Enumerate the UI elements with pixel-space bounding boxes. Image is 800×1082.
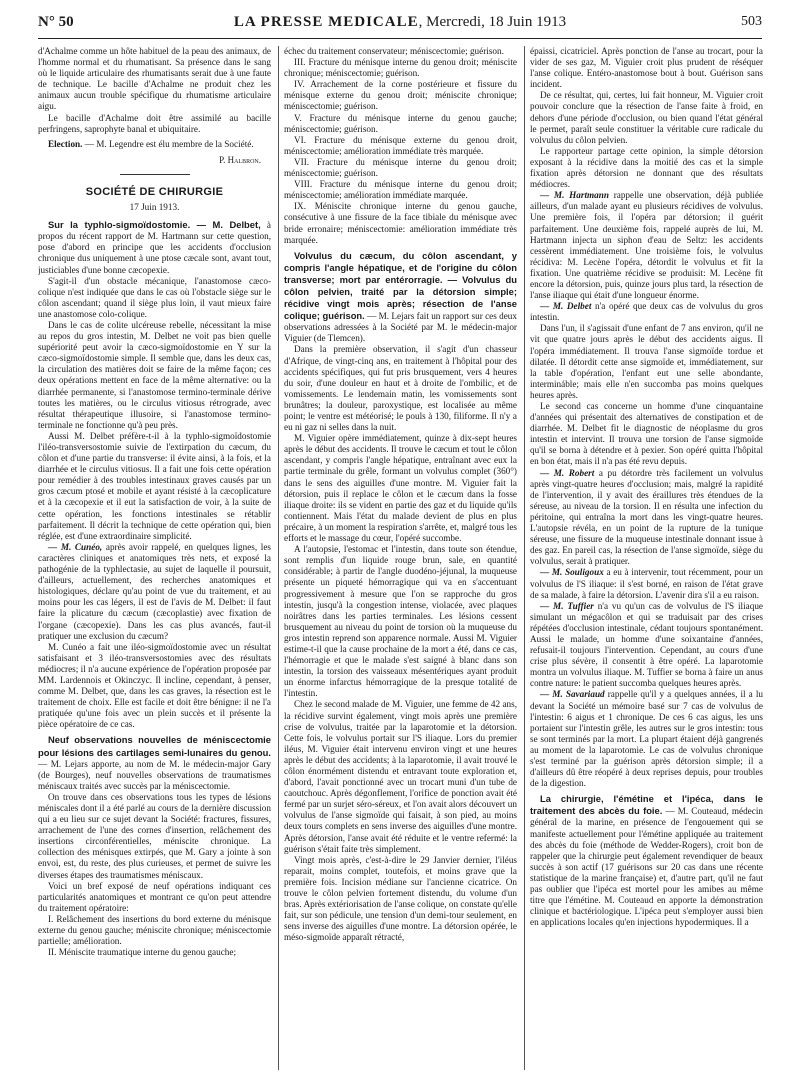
article-heading: Neuf observations nouvelles de méniscectomie pour lésions des cartilages semi-lunaires du genou.: [38, 734, 271, 758]
author-signature: P. Halbron.: [219, 154, 261, 165]
speaker-paragraph: [530, 190, 763, 301]
article-paragraph: [530, 793, 763, 928]
paragraph: Vingt mois après, c'est-à-dire le 29 Janvier dernier, l'iléus reparait, moins complet, toutefois, et moins grave que la première fois. Incision médiane sur l'ancienne cicatrice. On trouve le côlon pelvien fortement distendu, du volume d'un bras. Après extériorisation de l'anse colique, on constate qu'elle fait, sur son pédicule, une tension d'un demi-tour seulement, en sens inverse des aiguilles d'une montre. La détorsion opérée, le méso-sigmoïde apparaît rétracté,: [284, 854, 517, 943]
speaker-paragraph: [530, 468, 763, 568]
journal-name: LA PRESSE MEDICALE: [233, 14, 419, 30]
list-item: VII. Fracture du ménisque interne du genou droit; méniscectomie; guérison.: [284, 156, 517, 179]
page-header: [38, 8, 762, 39]
column-2: [284, 46, 517, 1076]
issue-date: , Mercredi, 18 Juin 1913: [418, 14, 567, 30]
paragraph: Dans l'un, il s'agissait d'une enfant de 7 ans environ, qu'il ne vit que quatre jours après le début des accidents aigus. Il l'opéra immédiatement. Il trouva l'anse sigmoïde tordue et dilatée. Il détordit cette anse sigmoïde et, immédiatement, sur la table d'opération, l'enfant eut une selle abondante, intermináble; mais elle n'en succomba pas moins quelques heures après.: [530, 323, 763, 400]
speaker-name: — M. Cunéo,: [48, 541, 103, 552]
speaker-name: — M. Savariaud: [540, 689, 605, 700]
list-item: VI. Fracture du ménisque externe du genou droit, méniscectomie; amélioration immédiate très marquée.: [284, 134, 517, 156]
article-text: à propos du récent rapport de M. Hartmann sur cette question, pose d'abord en principe que les accidents d'occlusion chronique dus uniquement à une ptose cæcale sont, avant tout, justiciables d'une bonne cæcopexie.: [38, 220, 271, 275]
speaker-name: — M. Hartmann: [540, 190, 609, 201]
paragraph: On trouve dans ces observations tous les types de lésions méniscales dont il a été parlé au cours de la dernière discussion qui a eu lieu sur ce sujet devant la Société: fractures, fissures, arrachement de l'une des cornes d'insertion, relâchement des insertions circonférentielles, méniscite chronique. La collection des ménisques extirpés, que M. Gary a jointe à son envoi, est, du reste, des plus curieuses, et permet de suivre les diverses étapes des traumatismes méniscaux.: [38, 791, 271, 880]
paragraph: Le second cas concerne un homme d'une cinquantaine d'années qui présentait des alternatives de constipation et de diarrhée. M. Delbet fit le diagnostic de néoplasme du gros intestin et intervint. Il trouva une torsion de l'anse sigmoïde qu'il se borna à détendre et à pexier. Son opéré quitta l'hôpital en bon état, mais il n'a pas été revu depuis.: [530, 401, 763, 467]
column-1: [38, 46, 271, 1076]
paragraph: De ce résultat, qui, certes, lui fait honneur, M. Viguier croit pouvoir conclure que la résection de l'anse faite à froid, en dehors d'une période d'occlusion, ou bien quand l'état général le permet, paraît seule constituer la véritable cure radicale du volvulus du côlon pelvien.: [530, 90, 763, 145]
speaker-paragraph: [530, 601, 763, 690]
column-rule: [524, 46, 525, 1070]
paragraph: Le rapporteur partage cette opinion, la simple détorsion exposant à la récidive dans la moitié des cas et la simple fixation après détorsion ne donnant que des résultats médiocres.: [530, 145, 763, 190]
article-paragraph: [284, 250, 517, 345]
paragraph: S'agit-il d'un obstacle mécanique, l'anastomose cæco-colique n'est indiquée que dans le cas où l'obstacle siège sur le côlon ascendant; quand il siège plus loin, il vaut mieux faire une anastomose colo-colique.: [38, 275, 271, 319]
paragraph-text: rappelle qu'il y a quelques années, il a lu devant la Société un mémoire basé sur 7 cas de volvulus de l'intestin: 6 aigus et 1 chronique. De ces 6 cas aigus, les uns portaient sur l'intestin grêle, les autres sur le gros intestin: tous se sont terminés par la mort. La plupart étaient déjà gangrenés au moment de la laparotomie. Le cas de volvulus chronique s'est terminé par la guérison après détorsion simple; il a d'ailleurs dû être réopéré à deux reprises depuis, pour troubles de la digestion.: [530, 689, 763, 789]
paragraph: Aussi M. Delbet préfère-t-il à la typhlo-sigmoïdostomie l'iléo-transversostomie suivie de l'extirpation du cæcum, du côlon et d'une partie du transverse: il évite ainsi, à la fois, et la diarrhée et le circulus vitiosus. Il a fait une fois cette opération pour remédier à des troubles intestinaux graves causés par un gros cæcum ptosé et mobile et ayant résisté à la cæcoplicature et à la cæcopexie et il eut la satisfaction de voir, à la suite de cette opération, les fonctions intestinales se rétablir parfaitement. Il décrit la technique de cette opération qui, bien réglée, est d'une extraordinaire simplicité.: [38, 430, 271, 541]
paragraph: A l'autopsie, l'estomac et l'intestin, dans toute son étendue, sont remplis d'un liquide rouge brun, sale, en quantité considérable; à partir de l'angle duodéno-jéjunal, la muqueuse présente un piqueté hémorragique qui va en s'accentuant progressivement à mesure que l'on se rapproche du gros intestin, jusqu'à la congestion intense, violacée, avec plaques noirâtres dans les parties terminales. Les lésions cessent brusquement au niveau du point de torsion où la muqueuse du gros intestin reprend son apparence normale. Aussi M. Viguier estime-t-il que la cause prochaine de la mort a été, dans ce cas, l'hémorragie et que le malade s'est saigné à blanc dans son intestin, la torsion des vaisseaux mésentériques ayant produit un énorme infarctus hémorragique de la presque totalité de l'intestin.: [284, 544, 517, 699]
election-label: Election.: [48, 138, 83, 149]
article-text: — M. Couteaud, médecin général de la marine, en présence de l'engouement qui se manifeste actuellement pour l'émétine appliquée au traitement des abcès du foie (méthode de Wedder-Rogers), croit bon de rappeler que la chirurgie peut également revendiquer de beaux succès à son actif (17 guérisons sur 20 cas dans une récente statistique de la marine française) et, d'autre part, qu'il ne faut pas oublier que l'ipéca est mortel pour les amibes au même titre que l'émétine. M. Couteaud en apporte la démonstration clinique et bactériologique. L'ipéca peut s'employer aussi bien en applications locales qu'en injections hypodermiques. Il a: [530, 806, 763, 928]
list-item: VIII. Fracture du ménisque interne du genou droit; méniscectomie; amélioration immédiate marquée.: [284, 179, 517, 201]
list-item: IV. Arrachement de la corne postérieure et fissure du ménisque externe du genou droit; méniscite chronique; méniscectomie; guérison.: [284, 79, 517, 112]
paragraph-text: n'a opéré que deux cas de volvulus du gros intestin.: [530, 301, 763, 323]
paragraph: épaissi, cicatriciel. Après ponction de l'anse au trocart, pour la vider de ses gaz, M. Viguier croit plus prudent de réséquer l'anse colique. Entéro-anastomose bout à bout. Guérison sans incident.: [530, 46, 763, 90]
paragraph-text: rappelle une observation, déjà publiée ailleurs, d'un malade ayant eu plusieurs récidives de volvulus. Une première fois, il l'opéra par détorsion; il guérit parfaitement. Une deuxième fois, rappelé auprès de lui, M. Hartmann injecta un siphon d'eau de Seltz: les accidents cessèrent immédiatement. Une troisième fois, le volvulus récidiva: M. Lecène l'opéra, détordit le volvulus et fit la fixation. Une quatrième récidive se produisit: M. Lecène fit encore la détorsion, puis, quinze jours plus tard, la résection de l'anse iliaque qui était d'une longueur énorme.: [530, 190, 763, 301]
section-date: 17 Juin 1913.: [129, 202, 180, 213]
speaker-name: — M. Tuffier: [540, 600, 594, 611]
column-3: [530, 46, 763, 1076]
list-item: échec du traitement conservateur; méniscectomie; guérison.: [284, 46, 504, 56]
speaker-paragraph: [38, 542, 271, 642]
article-text: — M. Lejars apporte, au nom de M. le médecin-major Gary (de Bourges), neuf nouvelles observations de traumatismes méniscaux traités avec succès par la méniscectomie.: [38, 758, 271, 791]
paragraph: Dans la première observation, il s'agit d'un chasseur d'Afrique, de vingt-cinq ans, en traitement à l'hôpital pour des accidents spécifiques, qui fut pris brusquement, vers 4 heures du soir, d'une douleur en haut et à droite de l'ombilic, et de vomissements. Le lendemain matin, les vomissements sont brunâtres; la douleur, paroxystique, est localisée au même point; le ventre est météorisé; le pouls à 130, filiforme. Il n'y a eu ni gaz ni selles dans la nuit.: [284, 344, 517, 433]
paragraph: Chez le second malade de M. Viguier, une femme de 42 ans, la récidive survint également, vingt mois après une première crise de volvulus, traitée par la laparotomie et la détorsion. Cette fois, le volvulus portait sur l'S iliaque. Lors du premier iléus, M. Viguier était intervenu environ vingt et une heures après le début des accidents; à la laparotomie, il avait trouvé le côlon énormément distendu et entravant toute exploration et, d'abord, l'avait ponctionné avec un trocart muni d'un tube de caoutchouc. Après dégonflement, l'orifice de ponction avait été fermé par un surjet séro-séreux, et l'on avait alors découvert un volvulus de l'anse sigmoïde qui faisait, à son pied, au moins deux tours complets en sens inverse des aiguilles d'une montre. Après détorsion, l'anse avait été réduite et le ventre refermé: la guérison s'était faite très simplement.: [284, 699, 517, 854]
election-notice: [38, 139, 271, 150]
paragraph: M. Viguier opère immédiatement, quinze à dix-sept heures après le début des accidents. Il trouve le cæcum et tout le côlon ascendant, y compris l'angle hépatique, entraînant avec eux la partie terminale du grêle, formant un volvulus complet (360°) dans le sens des aiguilles d'une montre. M. Viguier fait la détorsion, puis il replace le côlon et le cæcum dans la fosse iliaque droite: ils se vident en partie des gaz et du liquide qu'ils contiennent. Mais l'état du malade devient de plus en plus précaire, à un moment la respiration s'arrête, et, malgré tous les efforts et le massage du cœur, l'opéré succombe.: [284, 433, 517, 544]
list-item: IX. Méniscite chronique interne du genou gauche, consécutive à une fissure de la face tibiale du ménisque avec bride erronaire; méniscectomie: amélioration immédiate très marquée.: [284, 201, 517, 245]
paragraph-text: a eu à intervenir, tout récemment, pour un volvulus de l'S iliaque: il s'est borné, en raison de l'état grave de sa malade, à faire la détorsion. L'avenir dira s'il a eu raison.: [530, 567, 763, 600]
speaker-paragraph: [530, 301, 763, 323]
speaker-paragraph: [530, 689, 763, 789]
paragraph-text: après avoir rappelé, en quelques lignes, les caractères cliniques et anatomiques très nets, et exposé la pathogénie de la typhlectasie, au sujet de laquelle il poursuit, d'ailleurs, actuellement, des recherches anatomiques et histologiques, déclare qu'au point de vue du traitement, et au moins pour les cas légers, il est de l'avis de M. Delbet: il faut faire la plicature du cæcum (cæcoplastie) avec fixation de l'organe (cæcopexie). Dans les cas plus avancés, faut-il pratiquer une exclusion du cæcum?: [38, 541, 271, 641]
article-heading: Volvulus du cæcum, du côlon ascendant, y compris l'angle hépatique, et de l'origine du côlon transverse; mort par entérorragie. — Volvulus du côlon pelvien, traité par la détorsion simple; récidive vingt mois après; résection de l'anse colique; guérison.: [284, 249, 517, 322]
article-heading: Sur la typhlo-sigmoïdostomie. — M. Delbet,: [48, 219, 261, 231]
paragraph: d'Achalme comme un hôte habituel de la peau des animaux, de l'homme normal et du rhumatisant. Sa présence dans le sang où le liquide articulaire des rhumatisants serait due à une faute de technique. Le bacille d'Achalme ne produit chez les animaux aucun trouble spécifique du rhumatisme articulaire aigu.: [38, 46, 271, 112]
paragraph: Voici un bref exposé de neuf opérations indiquant ces particularités anatomiques et montrant ce qu'on peut attendre du traitement opératoire:: [38, 880, 271, 913]
speaker-name: — M. Delbet: [540, 301, 592, 312]
paragraph: M. Cunéo a fait une iléo-sigmoïdostomie avec un résultat satisfaisant et 3 iléo-transversostomies avec des résultats médiocres; il n'a aucune expérience de l'opération proposée par MM. Lardennois et Okinczyc. Il incline, cependant, à penser, comme M. Delbet, que, dans les cas graves, la résection est le traitement de choix. Elle est facile et doit être bénigne: il ne l'a pratiquée qu'une fois avec un plein succès et il présente la pièce opératoire de ce cas.: [38, 641, 271, 730]
article-heading: La chirurgie, l'émétine et l'ipéca, dans le traitement des abcès du foie.: [530, 793, 763, 817]
speaker-paragraph: [530, 567, 763, 600]
paragraph-text: a pu détordre très facilement un volvulus après vingt-quatre heures d'occlusion; mais, malgré la rapidité de l'intervention, il y avait des éraillures très étendues de la séreuse, au niveau de la torsion. Il en résulta une infection du péritoine, qui entraîna la mort dans les vingt-quatre heures. L'autopsie révéla, en un point de la rupture de la tunique séreuse, une fissure de la muqueuse intestinale donnant issue à des gaz. En pareil cas, la résection de l'anse sigmoïde, siège du volvulus, serait à pratiquer.: [530, 467, 763, 567]
journal-title: [38, 14, 762, 31]
paragraph: Dans le cas de colite ulcéreuse rebelle, nécessitant la mise au repos du gros intestin, M. Delbet ne voit pas bien quelle supériorité peut avoir la cæco-sigmoïdostomie en Y sur la cæco-sigmoïdostomie simple. Il semble que, dans les deux cas, la circulation des matières doit se faire de la même façon; ces deux opérations mettent en face de la même alternative: ou la diarrhée permanente, si l'anastomose termino-terminale dérive toutes les matières, ou le circulus vitiosus rétrograde, avec résultat thérapeutique illusoire, si l'anastomose termino-terminale ne fonctionne qu'à peu près.: [38, 319, 271, 430]
paragraph-text: n'a vu qu'un cas de volvulus de l'S iliaque simulant un mégacôlon et qui se traduisait par des crises répétées d'occlusion intestinale, cédant toujours spontanément. Aussi le malade, un homme d'une soixantaine d'années, refusait-il toujours l'intervention. Cependant, au cours d'une crise plus sévère, il consentit à être opéré. La laparotomie montra un volvulus iliaque. M. Tuffier se borna à faire un anus contre nature: le patient succomba quelques heures après.: [530, 600, 763, 689]
speaker-name: — M. Souligoux: [540, 567, 604, 578]
article-text: — M. Lejars fait un rapport sur ces deux observations adressées à la Société par M. le médecin-major Viguier (de Tlemcen).: [284, 311, 517, 344]
article-paragraph: [38, 219, 271, 275]
section-divider: [120, 174, 190, 175]
election-text: — M. Legendre est élu membre de la Société.: [82, 138, 254, 149]
section-title: SOCIÉTÉ DE CHIRURGIE: [85, 185, 224, 198]
issue-number: N° 50: [38, 14, 74, 30]
list-item: II. Méniscite traumatique interne du genou gauche;: [48, 947, 237, 958]
list-item: V. Fracture du ménisque interne du genou gauche; méniscectomie; guérison.: [284, 112, 517, 134]
page-number: 503: [741, 14, 762, 29]
list-item: I. Relâchement des insertions du bord externe du ménisque externe du genou gauche; méniscite chronique; méniscectomie partielle; amélioration.: [38, 913, 271, 947]
list-item: III. Fracture du ménisque interne du genou droit; méniscite chronique; méniscectomie; guérison.: [284, 57, 517, 79]
column-rule: [278, 46, 279, 1070]
speaker-name: — M. Robert: [540, 467, 595, 478]
paragraph: Le bacille d'Achalme doit être assimilé au bacille perfringens, saprophyte banal et ubiquitaire.: [38, 112, 271, 134]
article-paragraph: [38, 734, 271, 791]
